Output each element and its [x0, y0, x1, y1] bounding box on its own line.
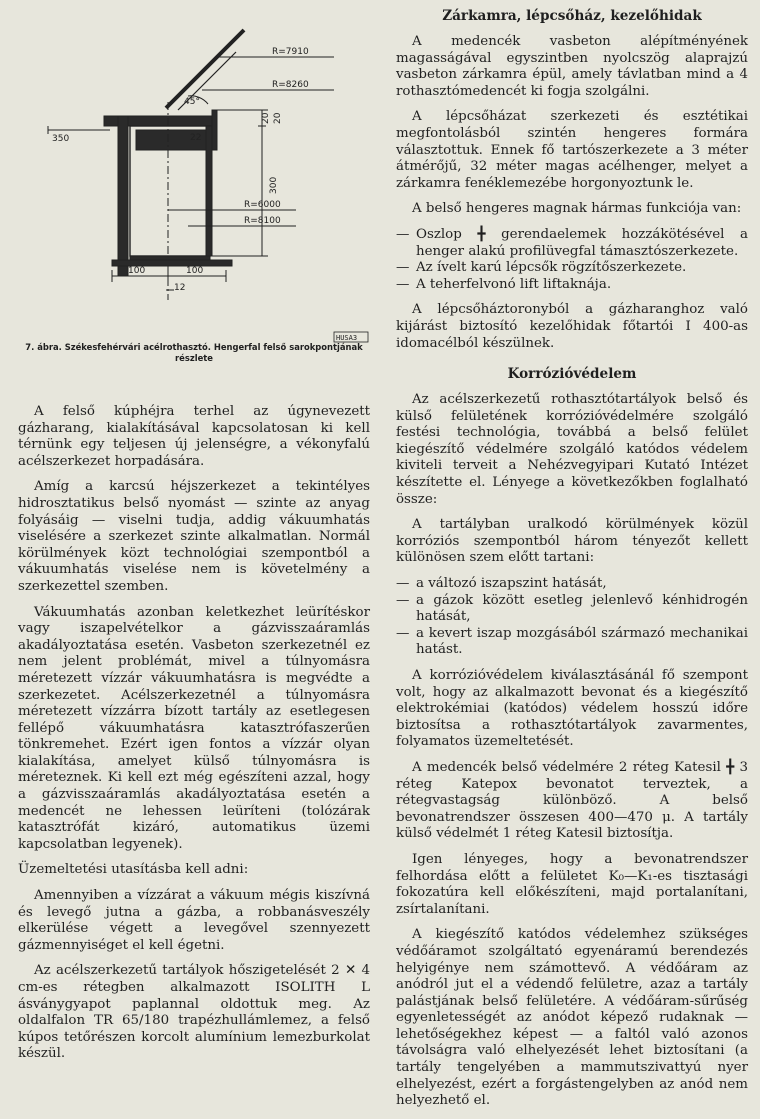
dim-12: 12: [174, 283, 186, 293]
paragraph: Az acélszerkezetű tartályok hőszigetelését 2 ✕ 4 cm-es rétegben alkalmazott ISOLITH L ásványgyapot paplannal oldottuk meg. Az oldalfalon TR 65/180 trapézhullámlemez, a felső kúpos tetőrészen korcolt alumínium lemezburkolat készül.: [18, 963, 370, 1062]
dim-300: 300: [269, 176, 279, 194]
drawing-stamp: HUSA3: [336, 334, 358, 342]
figure-caption: 7. ábra. Székesfehérvári acélrothasztó. Hengerfal felső sarokpontjának részlete: [25, 342, 363, 363]
dim-r8100: R=8100: [244, 216, 281, 226]
function-list: [396, 227, 748, 293]
list-item: — a gázok között esetleg jelenlevő kénhidrogén hatását,: [396, 592, 748, 625]
paragraph: A felső kúphéjra terhel az úgynevezett gázharang, kialakításával kapcsolatosan ki kell térnünk egy teljesen új jelenségre, a vékonyfalú acélszerkezet horpadására.: [18, 404, 370, 469]
cross-section-drawing: [18, 0, 370, 345]
dim-100b: 100: [186, 266, 204, 276]
list-item: — a kevert iszap mozgásából származó mechanikai hatást.: [396, 625, 748, 658]
paragraph: A tartályban uralkodó körülmények közül korróziós szempontból három tényezőt kellett különösen szem előtt tartani:: [396, 517, 748, 566]
left-column: [18, 0, 370, 1072]
dim-r7910: R=7910: [272, 47, 309, 57]
paragraph: Amennyiben a vízzárat a vákuum mégis kiszívná és levegő jutna a gázba, a robbanásveszély elkerülése végett a levegővel szennyezett gázmennyiséget el kell égetni.: [18, 888, 370, 953]
dim-20b: 20: [273, 112, 283, 124]
paragraph: A lépcsőháztoronyból a gázharanghoz való kijárást biztosító kezelőhidak főtartói I 400-as idomacélból készülnek.: [396, 302, 748, 351]
dim-350: 350: [52, 134, 70, 144]
list-item: — a változó iszapszint hatását,: [396, 576, 607, 592]
technical-drawing: [18, 0, 370, 370]
paragraph: Amíg a karcsú héjszerkezet a tekintélyes hidrosztatikus belső nyomást — szinte az anyag folyásáig — viselni tudja, addig vákuumhatás viselésére a szerkezet szinte alkalmatlan. Normál körülmények közt technológiai szempontból a vákuumhatás viselése nem is követelmény a szerkezettel szemben.: [18, 479, 370, 594]
dim-angle: 45°: [184, 97, 200, 107]
paragraph: Üzemeltetési utasításba kell adni:: [18, 862, 249, 878]
paragraph: A kiegészítő katódos védelemhez szükséges védőáramot szolgáltató egyenáramú berendezés helyigénye nem számottevő. A védőáram az anódról jut el a védendő felületre, azaz a tartály palástjának belső felületére. A védőáram-sűrűség egyenletességét az anódot képező rudaknak — lehetőségekhez képest — a faltól való azonos távolságra való elhelyezését lehet biztosítani (a tartály tengelyében a mammutszivattyú nyer elhelyezést, ezért a forgástengelyben az anód nem helyezhető el.: [396, 927, 748, 1109]
dim-r6000: R=6000: [244, 200, 281, 210]
list-item: — A teherfelvonó lift liftaknája.: [396, 276, 612, 292]
right-column: [396, 0, 748, 1119]
section-heading: Zárkamra, lépcsőház, kezelőhidak: [442, 8, 702, 24]
paragraph: Igen lényeges, hogy a bevonatrendszer felhordása előtt a felületet K₀—K₁-es tisztasági fokozatúra kell előkészíteni, majd portalanítani, zsírtalanítani.: [396, 851, 748, 917]
list-item: — Oszlop ╋ gerendaelemek hozzákötésével a henger alakú profilüvegfal támasztószerkezete.: [396, 226, 748, 259]
factor-list: [396, 576, 748, 659]
list-item: — Az ívelt karú lépcsők rögzítőszerkezete.: [396, 260, 687, 276]
dim-20a: 20: [261, 112, 271, 124]
paragraph: Vákuumhatás azonban keletkezhet leürítéskor vagy iszapelvételkor a gázvisszaáramlás akadályoztatása esetén. Vasbeton szerkezetnél ez nem jelent problémát, mivel a túlnyomásra méretezett vízzár vákuumhatásra is megvédte a szerkezetet. Acélszerkezetnél a túlnyomásra méretezett vízzárra bízott tartály az esetlegesen fellépő vákuumhatásra katasztrófaszerűen tönkremehet. Ezért igen fontos a vízzár olyan kialakítása, amelyet külső túlnyomásra is méreteznek. Ki kell ezt még egészíteni azzal, hogy a gázvisszaáramlás akadályoztatása esetén a medencét ne lehessen leüríteni (tolózárak katasztrófát kizáró, automatikus üzemi kapcsolatban legyenek).: [18, 604, 370, 852]
left-body-text: [18, 404, 370, 1063]
paragraph: A korrózióvédelem kiválasztásánál fő szempont volt, hogy az alkalmazott bevonat és a kiegészítő elektrokémiai (katódos) védelem hosszú időre biztosítsa a rothasztótartályok zavarmentes, folyamatos üzemeltetését.: [396, 668, 748, 750]
paragraph: A medencék vasbeton alépítményének magasságával egyszintben nyolcszög alaprajzú vasbeton zárkamra épül, amely távlatban mind a 4 rothasztómedencét ki fogja szolgálni.: [396, 34, 748, 99]
section-heading: Korrózióvédelem: [507, 366, 637, 383]
paragraph: A belső hengeres magnak hármas funkciója van:: [412, 201, 742, 217]
paragraph: A medencék belső védelmére 2 réteg Katesil ╋ 3 réteg Katepox bevonatot terveztek, a rétegvastagság különböző. A belső bevonatrendszer összesen 400—470 μ. A tartály külső védelmét 1 réteg Katesil biztosítja.: [396, 759, 748, 842]
dim-22: 22: [190, 133, 202, 143]
paragraph: Az acélszerkezetű rothasztótartályok belső és külső felületének korrózióvédelmére szolgáló festési technológia, továbbá a belső felület kiegészítő védelmére szolgáló katódos védelem kiviteli terveit a Nehézvegyipari Kutató Intézet készítette el. Lényege a következőkben foglalható össze:: [396, 392, 748, 507]
dim-100a: 100: [128, 266, 146, 276]
paragraph: A lépcsőházat szerkezeti és esztétikai megfontolásból szintén hengeres formára választottuk. Ennek fő tartószerkezete a 3 méter átmérőjű, 32 méter magas acélhenger, melyet a zárkamra fenéklemezébe horgonyoztunk le.: [396, 109, 748, 191]
roof-plate: [166, 30, 244, 108]
dim-r8260: R=8260: [272, 80, 309, 90]
